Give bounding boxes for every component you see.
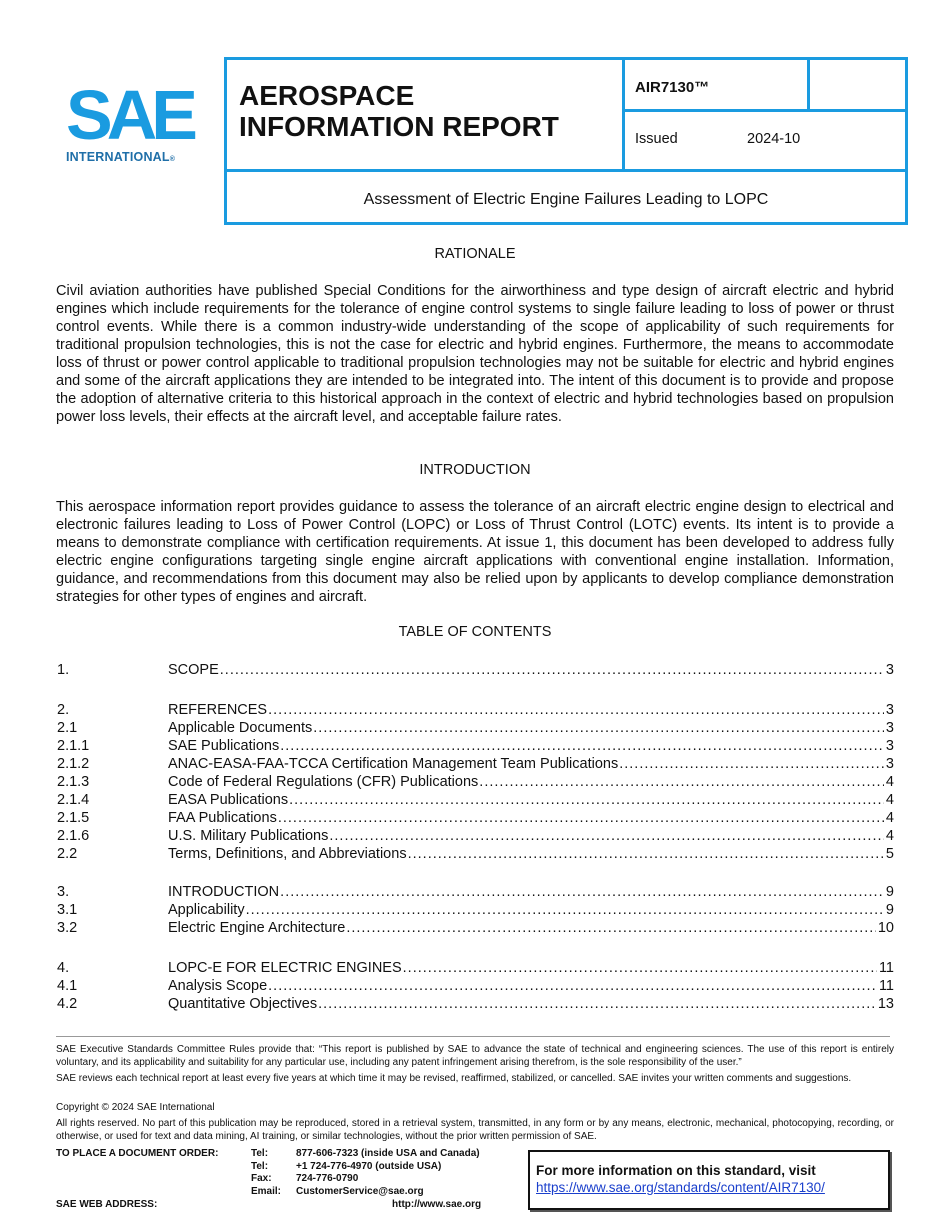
toc-page: 3 [885, 662, 894, 678]
toc-leader [278, 809, 884, 827]
toc-number: 2.1.2 [57, 756, 90, 772]
review-text: SAE reviews each technical report at least every five years at which time it may be revised, reaffirmed, stabilized, or cancelled. SAE invites your written comments and suggestions. [56, 1073, 852, 1084]
introduction-heading: INTRODUCTION [419, 462, 531, 478]
toc-title: SAE Publications [168, 738, 280, 754]
toc-title: Code of Federal Regulations (CFR) Publications [168, 774, 479, 790]
toc-leader [268, 977, 877, 995]
toc-number: 1. [57, 662, 70, 678]
contact-value: 877-606-7323 (inside USA and Canada) [296, 1148, 480, 1159]
toc-page: 3 [885, 720, 894, 736]
toc-leader [403, 959, 877, 977]
rationale-text: Civil aviation authorities have published Special Conditions for the airworthiness and type design of aircraft electric and hybrid engines which include requirements for the tolerance of engine control systems to single failure leading to loss of power or thrust control events. While there is a common industry-wide understanding of the scope of applicability of such requirements for traditional propulsion technologies, this is not the case for electric and hybrid engines. Furthermore, the means to accommodate loss of thrust or power control applicable to traditional propulsion technologies may not be suitable for electric and hybrid engines and some of the aircraft applications they are intended to be integrated into. The intent of this document is to provide and propose the adoption of alternative criteria to this historical approach in the context of electric and hybrid technologies based on propulsion power loss levels, their effects at the aircraft level, and acceptable failure rates. [56, 283, 894, 425]
document-number: AIR7130™ [635, 79, 710, 96]
toc-page: 3 [885, 702, 894, 718]
more-info-text: For more information on this standard, visit [536, 1163, 816, 1178]
contact-value: +1 724-776-4970 (outside USA) [296, 1160, 442, 1172]
toc-leader [313, 719, 884, 737]
toc-number: 2.1.1 [57, 738, 90, 754]
toc-leader [289, 791, 884, 809]
toc-number: 2.1.6 [57, 828, 90, 844]
toc-number: 2.1.3 [57, 774, 90, 790]
toc-number: 4.1 [57, 978, 78, 994]
issued-label: Issued [635, 131, 678, 147]
toc-page: 11 [878, 978, 894, 994]
toc-number: 2.1.4 [57, 792, 90, 808]
logo-subtext: INTERNATIONAL® [66, 150, 176, 164]
more-info-box [528, 1150, 890, 1210]
toc-number: 3.1 [57, 902, 78, 918]
toc-title: Applicable Documents [168, 720, 313, 736]
toc-page: 4 [885, 792, 894, 808]
contact-value: 724-776-0790 [296, 1173, 359, 1184]
title-block [224, 57, 908, 172]
toc-title: EASA Publications [168, 792, 289, 808]
logo-mark: SAE [66, 76, 192, 154]
toc-leader [268, 701, 884, 719]
toc-entry[interactable] [57, 995, 894, 1013]
standard-link[interactable]: https://www.sae.org/standards/content/AIR7130/ [536, 1180, 825, 1195]
toc-entry[interactable] [57, 791, 894, 809]
toc-number: 2.2 [57, 846, 78, 862]
toc-page: 4 [885, 810, 894, 826]
toc-number: 2.1 [57, 720, 78, 736]
copyright-text: Copyright © 2024 SAE International [56, 1102, 215, 1113]
toc-page: 13 [877, 996, 894, 1012]
toc-title: LOPC-E FOR ELECTRIC ENGINES [168, 960, 402, 976]
web-label: SAE WEB ADDRESS: [56, 1199, 158, 1210]
toc-page: 10 [877, 920, 894, 936]
toc-entry[interactable] [57, 719, 894, 737]
toc-leader [408, 845, 884, 863]
toc-number: 2. [57, 702, 70, 718]
toc-entry[interactable] [57, 661, 894, 679]
toc-title: Terms, Definitions, and Abbreviations [168, 846, 407, 862]
toc-title: U.S. Military Publications [168, 828, 329, 844]
toc-leader [329, 827, 884, 845]
toc-page: 5 [885, 846, 894, 862]
toc-page: 11 [878, 960, 894, 976]
toc-title: FAA Publications [168, 810, 277, 826]
toc-leader [619, 755, 884, 773]
toc-number: 4.2 [57, 996, 78, 1012]
toc-title: Applicability [168, 902, 245, 918]
toc-page: 4 [885, 774, 894, 790]
web-address[interactable]: http://www.sae.org [392, 1199, 482, 1210]
toc-title: ANAC-EASA-FAA-TCCA Certification Management Team Publications [168, 756, 619, 772]
order-label: TO PLACE A DOCUMENT ORDER: [56, 1148, 219, 1159]
toc-page: 3 [885, 756, 894, 772]
contact-label: Tel: [251, 1160, 269, 1172]
toc-page: 3 [885, 738, 894, 754]
contact-label: Fax: [251, 1173, 272, 1184]
toc-title: Quantitative Objectives [168, 996, 318, 1012]
toc-entry[interactable] [57, 737, 894, 755]
toc-leader [220, 661, 884, 679]
toc-entry[interactable] [57, 901, 894, 919]
toc-page: 9 [885, 902, 894, 918]
toc-page: 9 [885, 884, 894, 900]
contact-label: Email: [251, 1185, 282, 1197]
toc-number: 3. [57, 884, 70, 900]
toc-leader [346, 919, 876, 937]
toc-entry[interactable] [57, 883, 894, 901]
toc-number: 2.1.5 [57, 810, 90, 826]
contact-value: CustomerService@sae.org [296, 1185, 424, 1197]
toc-leader [280, 737, 884, 755]
toc-heading: TABLE OF CONTENTS [398, 624, 552, 640]
introduction-text: This aerospace information report provides guidance to assess the tolerance of an aircraft electric engine design to electrical and electronic failures leading to Loss of Power Control (LOPC) or Loss of Thrust Control (LOTC) events. Its intent is to provide a means to demonstrate compliance with certification requirements. At issue 1, this document has been developed to address fully electric engine configurations targeting single engine aircraft applications with conventional engine installation. Information, guidance, and recommendations from this document may also be relied upon by applicants to develop compliance demonstration strategies for other types of engines and aircraft. [56, 499, 894, 605]
toc-page: 4 [885, 828, 894, 844]
rules-text: SAE Executive Standards Committee Rules provide that: “This report is published by SAE to advance the state of technical and engineering sciences. The use of this report is entirely voluntary, and its applicability and suitability for any particular use, including any patent infringement arising therefrom, is the sole responsibility of the user.” [56, 1044, 894, 1068]
toc-number: 3.2 [57, 920, 78, 936]
toc-title: Analysis Scope [168, 978, 268, 994]
rationale-heading: RATIONALE [434, 246, 516, 262]
divider [56, 1036, 890, 1037]
rights-text: All rights reserved. No part of this publication may be reproduced, stored in a retrieval system, transmitted, in any form or by any means, electronic, mechanical, photocopying, recording, or otherwise, or used for text and data mining, AI training, or similar technologies, without the prior written permission of SAE. [56, 1118, 894, 1142]
toc-entry[interactable] [57, 701, 894, 719]
toc-entry[interactable] [57, 845, 894, 863]
toc-entry[interactable] [57, 809, 894, 827]
toc-leader [246, 901, 884, 919]
toc-entry[interactable] [57, 977, 894, 995]
document-type: AEROSPACE INFORMATION REPORT [239, 80, 559, 142]
toc-title: INTRODUCTION [168, 884, 280, 900]
toc-title: REFERENCES [168, 702, 268, 718]
issued-date: 2024-10 [747, 131, 801, 147]
toc-entry[interactable] [57, 919, 894, 937]
toc-leader [318, 995, 876, 1013]
toc-entry[interactable] [57, 827, 894, 845]
toc-leader [280, 883, 884, 901]
toc-entry[interactable] [57, 773, 894, 791]
toc-entry[interactable] [57, 755, 894, 773]
toc-entry[interactable] [57, 959, 894, 977]
contact-label: Tel: [251, 1148, 269, 1159]
toc-leader [479, 773, 884, 791]
toc-title: Electric Engine Architecture [168, 920, 346, 936]
document-title: Assessment of Electric Engine Failures Leading to LOPC [224, 169, 908, 225]
sae-logo [66, 76, 196, 164]
toc-number: 4. [57, 960, 70, 976]
toc-title: SCOPE [168, 662, 219, 678]
